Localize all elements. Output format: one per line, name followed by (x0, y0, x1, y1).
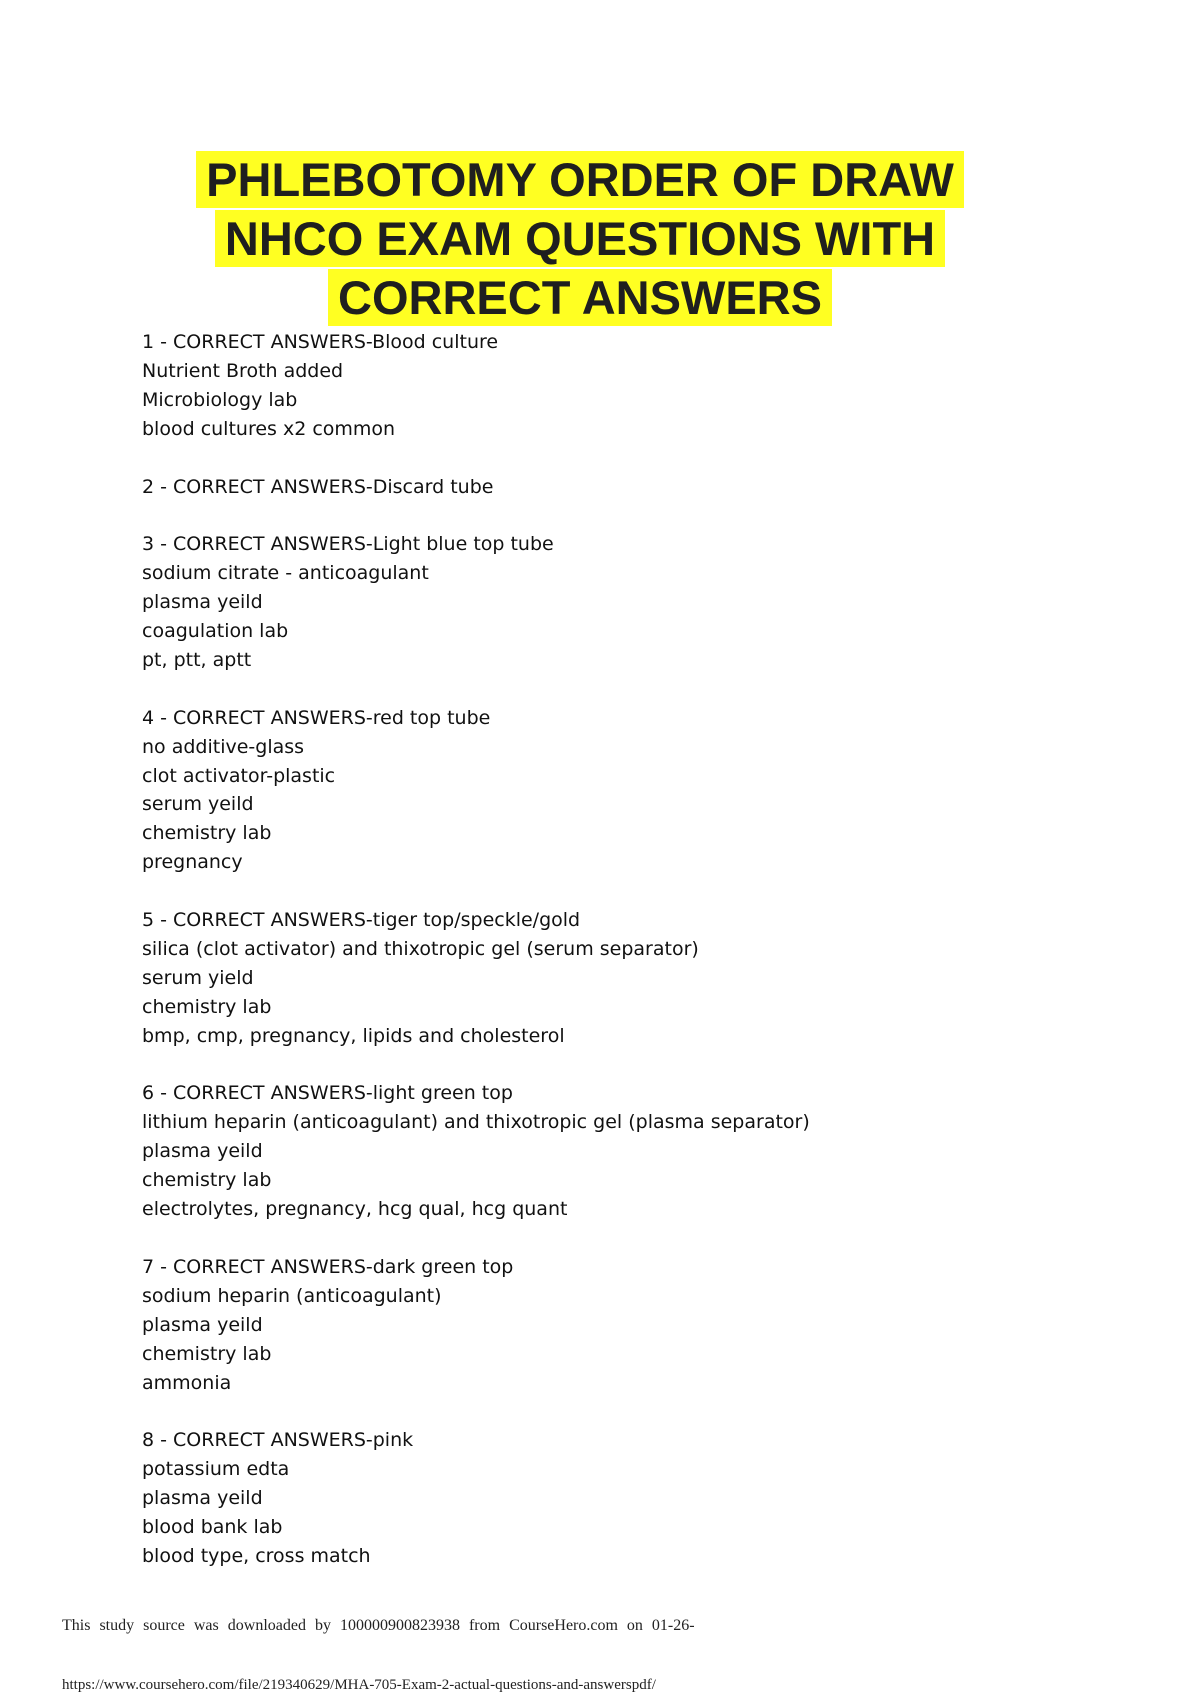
question-answer-heading: 7 - CORRECT ANSWERS-dark green top (142, 1255, 514, 1278)
answer-detail-line: chemistry lab (142, 995, 272, 1018)
answer-detail-line: lithium heparin (anticoagulant) and thixotropic gel (plasma separator) (142, 1111, 810, 1134)
document-title (150, 150, 1010, 327)
question-answer-heading: 3 - CORRECT ANSWERS-Light blue top tube (142, 533, 554, 556)
question-block (142, 530, 1042, 675)
answer-detail-line: blood cultures x2 common (142, 417, 396, 440)
answer-detail-line: no additive-glass (142, 735, 305, 758)
download-source-notice: This study source was downloaded by 100000900823938 from CourseHero.com on 01-26- (62, 1617, 695, 1634)
answer-detail-line: Nutrient Broth added (142, 359, 344, 382)
question-answer-heading: 1 - CORRECT ANSWERS-Blood culture (142, 331, 499, 353)
question-answer-heading: 5 - CORRECT ANSWERS-tiger top/speckle/gold (142, 909, 581, 932)
answer-detail-line: plasma yeild (142, 1140, 263, 1163)
answer-detail-line: blood type, cross match (142, 1544, 371, 1567)
question-block (142, 704, 1042, 877)
answer-detail-line: potassium edta (142, 1458, 290, 1481)
answer-detail-line: bmp, cmp, pregnancy, lipids and cholesterol (142, 1024, 565, 1047)
answer-detail-line: Microbiology lab (142, 388, 298, 411)
answer-detail-line: coagulation lab (142, 620, 289, 643)
answer-detail-line: pt, ptt, aptt (142, 648, 252, 671)
answer-detail-line: sodium heparin (anticoagulant) (142, 1284, 442, 1307)
source-url-link[interactable]: https://www.coursehero.com/file/219340629/MHA-705-Exam-2-actual-questions-and-answerspdf/ (62, 1677, 656, 1693)
answer-detail-line: electrolytes, pregnancy, hcg qual, hcg quant (142, 1198, 568, 1221)
answer-detail-line: ammonia (142, 1371, 232, 1394)
question-block (142, 1253, 1042, 1398)
question-answer-heading: 8 - CORRECT ANSWERS-pink (142, 1429, 414, 1452)
answer-detail-line: sodium citrate - anticoagulant (142, 562, 429, 585)
answer-detail-line: serum yield (142, 966, 254, 989)
question-block (142, 328, 1042, 444)
answer-detail-line: pregnancy (142, 851, 243, 874)
questions-list (142, 328, 1042, 1600)
question-block (142, 1079, 1042, 1224)
question-block (142, 1426, 1042, 1571)
title-line-2: NHCO EXAM QUESTIONS WITH (215, 210, 945, 267)
answer-detail-line: serum yeild (142, 793, 254, 816)
question-block (142, 473, 1042, 502)
question-answer-heading: 6 - CORRECT ANSWERS-light green top (142, 1082, 513, 1105)
answer-detail-line: clot activator-plastic (142, 764, 336, 787)
answer-detail-line: silica (clot activator) and thixotropic gel (serum separator) (142, 937, 699, 960)
answer-detail-line: plasma yeild (142, 591, 263, 614)
question-answer-heading: 2 - CORRECT ANSWERS-Discard tube (142, 475, 494, 498)
answer-detail-line: chemistry lab (142, 1342, 272, 1365)
answer-detail-line: plasma yeild (142, 1313, 263, 1336)
answer-detail-line: chemistry lab (142, 1169, 272, 1192)
question-block (142, 906, 1042, 1051)
answer-detail-line: plasma yeild (142, 1487, 263, 1510)
title-line-3: CORRECT ANSWERS (328, 269, 832, 326)
title-line-1: PHLEBOTOMY ORDER OF DRAW (196, 151, 964, 208)
answer-detail-line: blood bank lab (142, 1516, 283, 1539)
answer-detail-line: chemistry lab (142, 822, 272, 845)
question-answer-heading: 4 - CORRECT ANSWERS-red top tube (142, 706, 491, 729)
